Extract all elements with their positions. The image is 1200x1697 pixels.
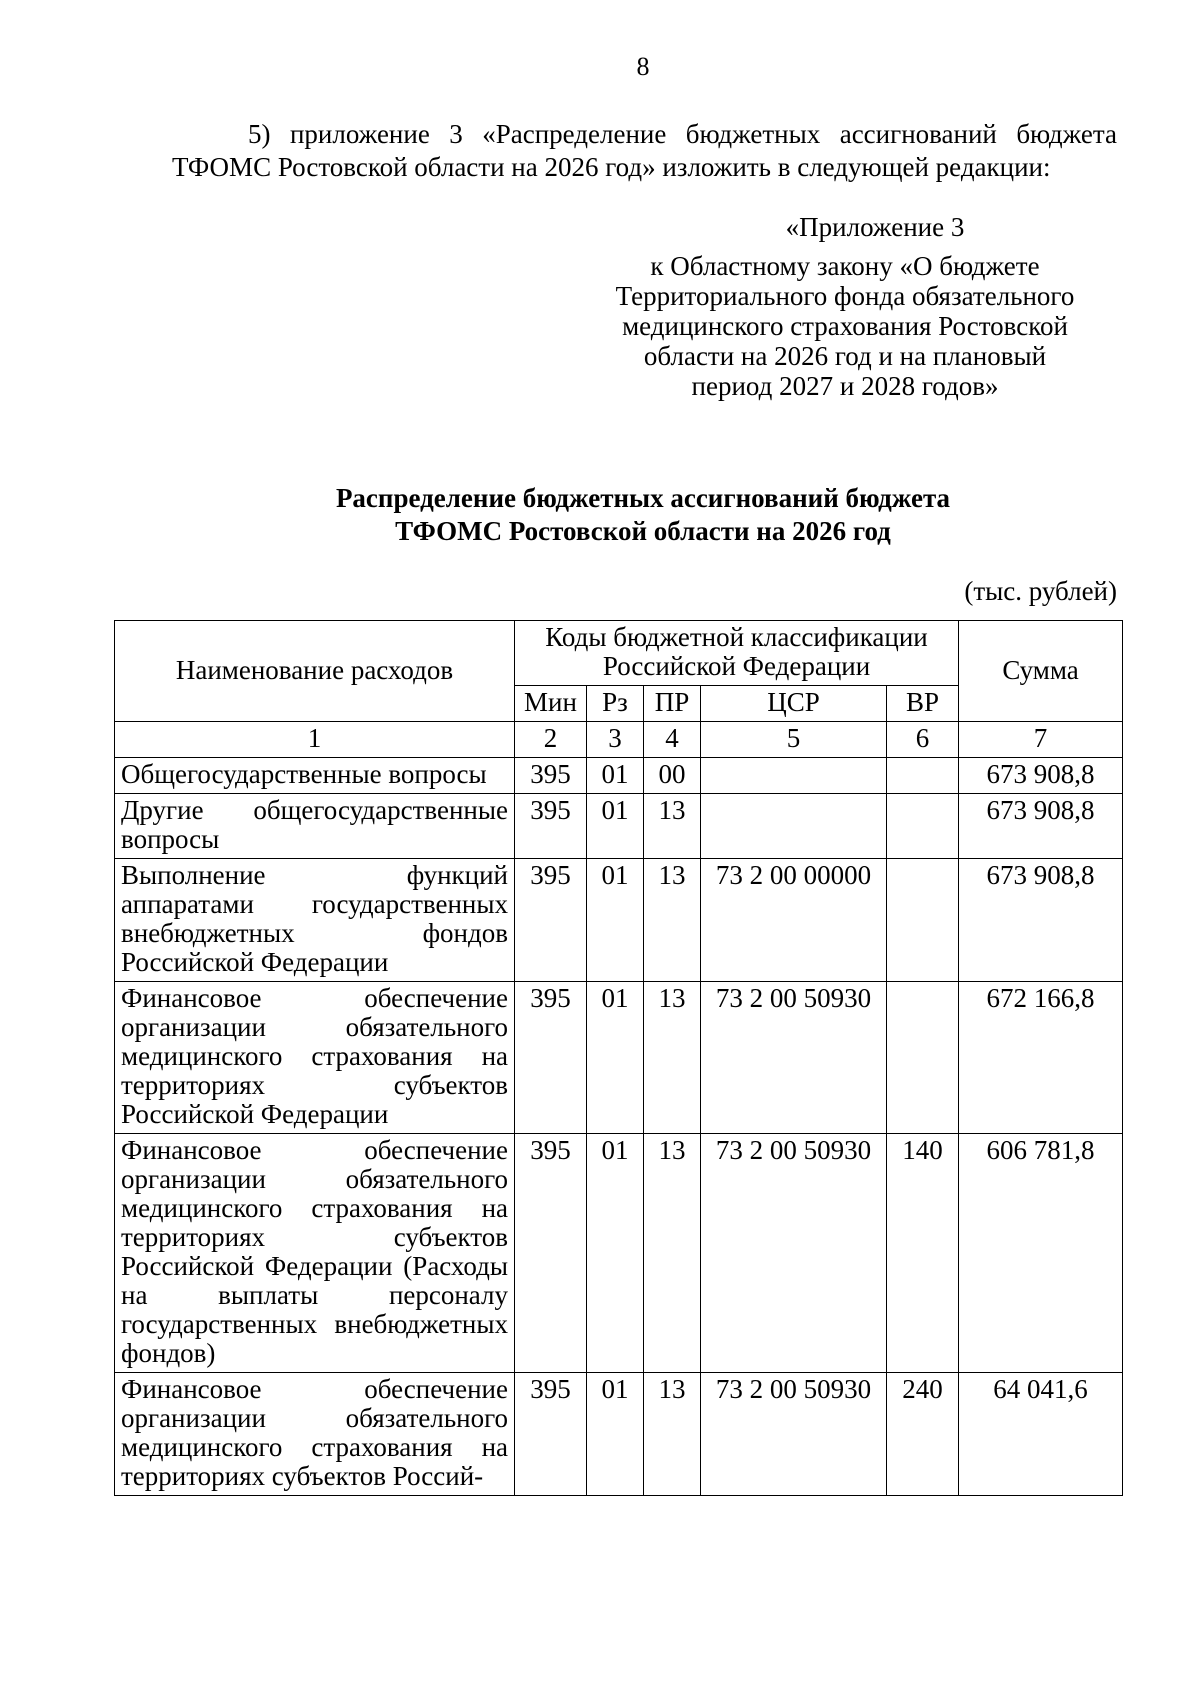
row-min: 395 <box>515 1373 587 1496</box>
row-csr: 73 2 00 50930 <box>701 1134 887 1373</box>
header-pr: ПР <box>644 686 701 722</box>
row-vr <box>887 794 959 859</box>
column-number: 2 <box>515 722 587 758</box>
row-name: Финансовое обеспечение организации обязательного медицинского страхования на территориях субъектов Российской Федерации (Расходы на выплаты персоналу государственных внебюджетных фондов) <box>115 1134 515 1373</box>
row-pr: 00 <box>644 758 701 794</box>
table-row <box>115 859 1123 982</box>
header-min: Мин <box>515 686 587 722</box>
header-rz: Рз <box>587 686 644 722</box>
row-rz: 01 <box>587 794 644 859</box>
row-min: 395 <box>515 859 587 982</box>
column-number: 7 <box>959 722 1123 758</box>
row-min: 395 <box>515 758 587 794</box>
annex-block <box>560 212 1130 401</box>
header-codes-group: Коды бюджетной классификации Российской Федерации <box>515 621 959 686</box>
header-name: Наименование расходов <box>115 621 515 722</box>
column-number: 5 <box>701 722 887 758</box>
row-sum: 64 041,6 <box>959 1373 1123 1496</box>
table-row <box>115 794 1123 859</box>
row-vr <box>887 982 959 1134</box>
annex-line: области на 2026 год и на плановый <box>643 341 1047 371</box>
row-name: Выполнение функций аппаратами государственных внебюджетных фондов Российской Федерации <box>115 859 515 982</box>
row-vr <box>887 859 959 982</box>
column-number: 4 <box>644 722 701 758</box>
document-title-line: ТФОМС Ростовской области на 2026 год <box>395 516 891 546</box>
intro-paragraph: 5) приложение 3 «Распределение бюджетных ассигнований бюджета ТФОМС Ростовской области на 2026 год» изложить в следующей редакции: <box>172 119 1117 182</box>
page-number: 8 <box>636 52 650 81</box>
annex-line: период 2027 и 2028 годов» <box>691 371 999 401</box>
row-rz: 01 <box>587 758 644 794</box>
row-sum: 606 781,8 <box>959 1134 1123 1373</box>
annex-title: «Приложение 3 <box>785 212 965 242</box>
column-number-row <box>115 722 1123 758</box>
header-csr: ЦСР <box>701 686 887 722</box>
row-name: Другие общегосударственные вопросы <box>115 794 515 859</box>
row-vr <box>887 758 959 794</box>
row-rz: 01 <box>587 1373 644 1496</box>
row-sum: 673 908,8 <box>959 859 1123 982</box>
row-rz: 01 <box>587 982 644 1134</box>
row-name: Общегосударственные вопросы <box>115 758 515 794</box>
row-csr: 73 2 00 00000 <box>701 859 887 982</box>
units-label: (тыс. рублей) <box>964 576 1117 606</box>
header-sum: Сумма <box>959 621 1123 722</box>
table-row <box>115 758 1123 794</box>
row-csr <box>701 758 887 794</box>
row-sum: 673 908,8 <box>959 758 1123 794</box>
header-vr: ВР <box>887 686 959 722</box>
row-csr: 73 2 00 50930 <box>701 1373 887 1496</box>
row-min: 395 <box>515 982 587 1134</box>
row-csr: 73 2 00 50930 <box>701 982 887 1134</box>
row-name: Финансовое обеспечение организации обязательного медицинского страхования на территориях субъектов Российской Федерации <box>115 982 515 1134</box>
column-number: 6 <box>887 722 959 758</box>
row-pr: 13 <box>644 859 701 982</box>
row-min: 395 <box>515 1134 587 1373</box>
document-title <box>0 482 1200 548</box>
annex-line: медицинского страхования Ростовской <box>622 311 1068 341</box>
column-number: 3 <box>587 722 644 758</box>
row-vr: 140 <box>887 1134 959 1373</box>
row-rz: 01 <box>587 1134 644 1373</box>
row-pr: 13 <box>644 982 701 1134</box>
annex-line: Территориального фонда обязательного <box>615 281 1075 311</box>
row-sum: 673 908,8 <box>959 794 1123 859</box>
row-rz: 01 <box>587 859 644 982</box>
table-row <box>115 982 1123 1134</box>
row-vr: 240 <box>887 1373 959 1496</box>
annex-line: к Областному закону «О бюджете <box>650 251 1040 281</box>
table-row <box>115 1373 1123 1496</box>
row-csr <box>701 794 887 859</box>
document-title-line: Распределение бюджетных ассигнований бюджета <box>335 483 951 513</box>
table-row <box>115 1134 1123 1373</box>
budget-table <box>114 620 1123 1496</box>
row-pr: 13 <box>644 1373 701 1496</box>
row-min: 395 <box>515 794 587 859</box>
row-pr: 13 <box>644 794 701 859</box>
row-sum: 672 166,8 <box>959 982 1123 1134</box>
column-number: 1 <box>115 722 515 758</box>
row-name: Финансовое обеспечение организации обязательного медицинского страхования на территориях субъектов Россий- <box>115 1373 515 1496</box>
row-pr: 13 <box>644 1134 701 1373</box>
